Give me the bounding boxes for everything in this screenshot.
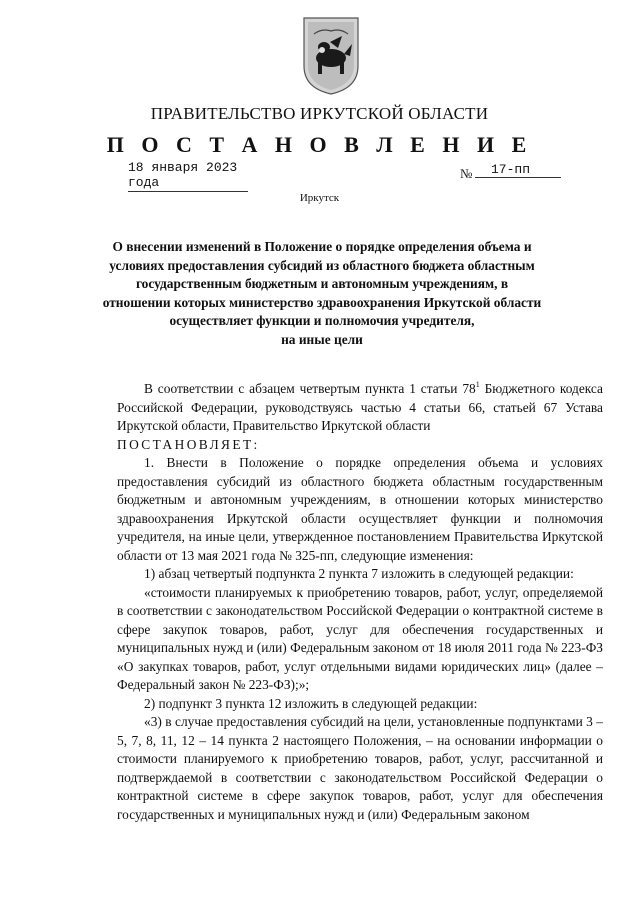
quote-2-paragraph: «3) в случае предоставления субсидий на цели, установленные подпунктами 3 – 5, 7, 8, 11, 12 – 14 пункта 2 настоящего Положения, – на основании информации о стоимости планируемого к приобретению товаров, работ, услуг, рассчитанной и подтверждаемой в соответствии с законодательством Российской Федерации о контрактной системе в сфере закупок товаров, работ, услуг для обеспечения государственных и муниципальных нужд и (или) Федеральным законом: [117, 714, 603, 822]
resolves-word: ПОСТАНОВЛЯЕТ:: [117, 436, 260, 452]
subitem-2-paragraph: 2) подпункт 3 пункта 12 изложить в следующей редакции:: [144, 695, 478, 711]
decree-title: [92, 238, 552, 350]
title-line: О внесении изменений в Положение о порядке определения объема и: [112, 239, 532, 254]
decree-body: [117, 380, 603, 824]
title-line: отношении которых министерство здравоохранения Иркутской области: [102, 294, 542, 310]
item-1-paragraph: 1. Внести в Положение о порядке определения объема и условиях предоставления субсидий из областного бюджета областным государственным бюджетным и автономным учреждениям, в отношении которых министерство здравоохранения Иркутской области осуществляет функции и полномочия учредителя, на иные цели, утвержденное постановлением Правительства Иркутской области от 13 мая 2021 года № 325-пп, следующие изменения:: [117, 455, 603, 563]
title-line: государственным бюджетным и автономным учреждениям, в: [135, 276, 509, 292]
preamble-paragraph: [117, 380, 603, 436]
coat-of-arms-emblem: [300, 14, 362, 98]
preamble-text-start: В соответствии с абзацем четвертым пункта 1 статьи 78: [144, 381, 476, 396]
decree-date: 18 января 2023 года: [128, 160, 248, 192]
title-line: на иные цели: [281, 331, 363, 347]
title-line: осуществляет функции и полномочия учредителя,: [169, 313, 475, 329]
article-superscript: 1: [475, 380, 480, 389]
quote-1-paragraph: «стоимости планируемых к приобретению товаров, работ, услуг, определяемой в соответствии с законодательством Российской Федерации о контрактной системе в сфере закупок товаров, работ, услуг для обеспечения государственных и муниципальных нужд и (или) Федеральным законом от 18 июля 2011 года № 223-ФЗ «О закупках товаров, работ, услуг отдельными видами юридических лиц» (далее – Федеральный закон № 223-ФЗ);»;: [117, 584, 603, 692]
number-sign: №: [460, 166, 473, 181]
preamble-text-end: Бюджетного кодекса Российской Федерации, руководствуясь частью 4 статьи 66, статьей 67 Устава Иркутской области, Правительство Иркутской области: [117, 381, 603, 433]
decree-number: 17-пп: [475, 162, 561, 178]
title-line: условиях предоставления субсидий из областного бюджета областным: [109, 257, 535, 273]
government-name: ПРАВИТЕЛЬСТВО ИРКУТСКОЙ ОБЛАСТИ: [150, 104, 489, 123]
subitem-1-paragraph: 1) абзац четвертый подпункта 2 пункта 7 изложить в следующей редакции:: [144, 566, 574, 581]
document-type: П О С Т А Н О В Л Е Н И Е: [106, 132, 533, 157]
city-name: Иркутск: [299, 192, 340, 204]
